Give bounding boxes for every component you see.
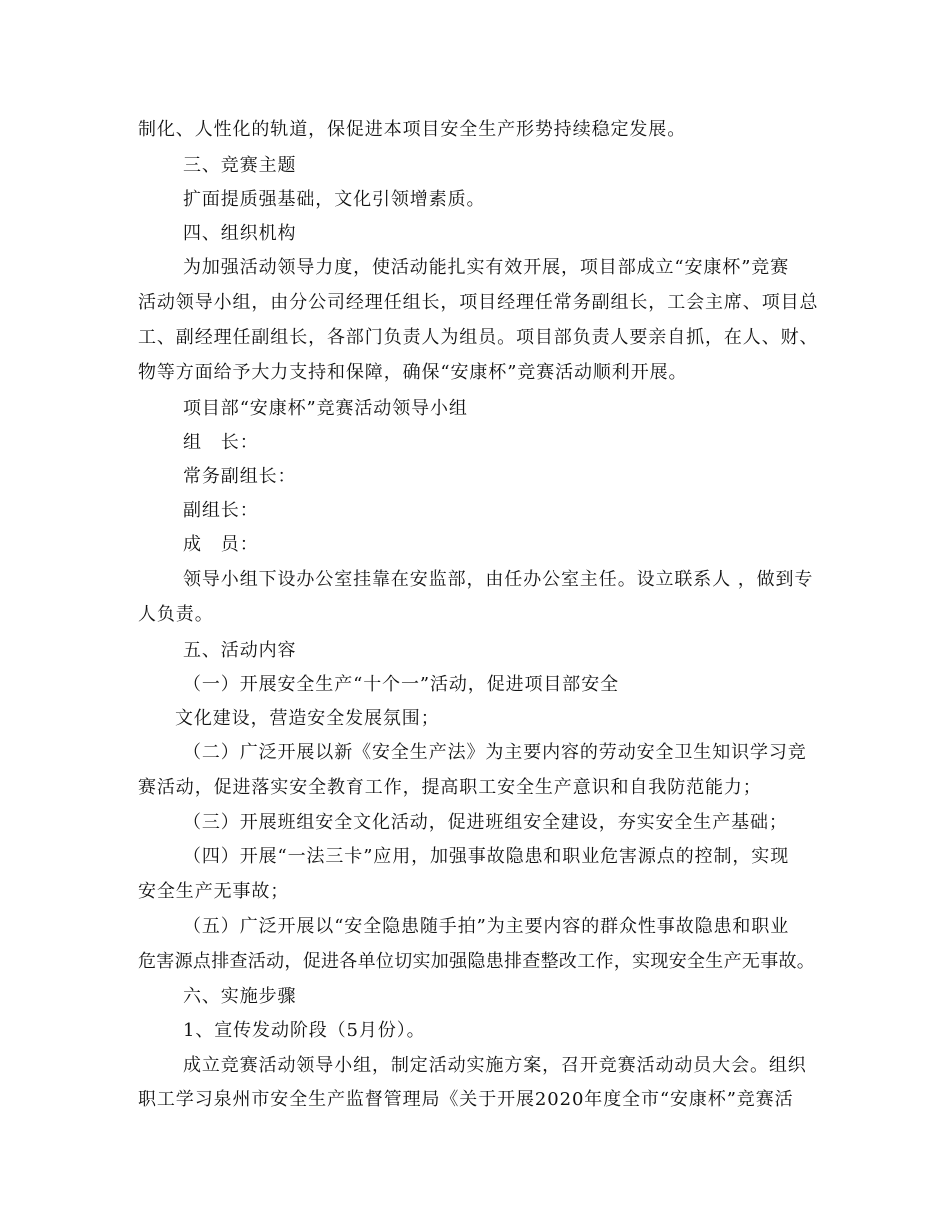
text-line: 成 员：	[183, 534, 259, 555]
text-line: 职工学习泉州市安全生产监督管理局《关于开展2020年度全市“安康杯”竞赛活	[138, 1089, 794, 1110]
section-heading: 五、活动内容	[183, 640, 297, 661]
section-heading: 三、竞赛主题	[183, 155, 297, 176]
text-line: （五）广泛开展以“安全隐患随手拍”为主要内容的群众性事故隐患和职业	[183, 916, 790, 937]
text-line: 工、副经理任副组长，各部门负责人为组员。项目部负责人要亲自抓，在人、财、	[138, 327, 819, 348]
text-line: （三）开展班组安全文化活动，促进班组安全建设，夯实安全生产基础；	[183, 812, 788, 833]
text-line: 1、宣传发动阶段（5月份）。	[183, 1020, 426, 1041]
text-line: 文化建设，营造安全发展氛围；	[175, 708, 440, 729]
text-line: 人负责。	[138, 604, 214, 625]
text-line: 制化、人性化的轨道，保促进本项目安全生产形势持续稳定发展。	[138, 119, 687, 140]
text-line: （一）开展安全生产“十个一”活动，促进项目部安全	[183, 674, 620, 695]
text-line: 物等方面给予大力支持和保障，确保“安康杯”竞赛活动顺利开展。	[138, 362, 688, 383]
text-line: 成立竞赛活动领导小组，制定活动实施方案，召开竞赛活动动员大会。组织	[183, 1055, 807, 1076]
text-line: 副组长：	[183, 500, 259, 521]
text-line: 为加强活动领导力度，使活动能扎实有效开展，项目部成立“安康杯”竞赛	[183, 257, 790, 278]
text-line: 领导小组下设办公室挂靠在安监部，由任办公室主任。设立联系人 ，做到专	[183, 569, 814, 590]
text-line: 活动领导小组，由分公司经理任组长，项目经理任常务副组长，工会主席、项目总	[138, 292, 819, 313]
text-line: （二）广泛开展以新《安全生产法》为主要内容的劳动安全卫生知识学习竞	[183, 742, 807, 763]
text-line: 常务副组长：	[183, 466, 297, 487]
section-heading: 六、实施步骤	[183, 986, 297, 1007]
text-line: 组 长：	[183, 432, 259, 453]
text-line: 项目部“安康杯”竞赛活动领导小组	[183, 398, 468, 419]
text-line: （四）开展“一法三卡”应用，加强事故隐患和职业危害源点的控制，实现	[183, 846, 790, 867]
text-line: 危害源点排查活动，促进各单位切实加强隐患排查整改工作，实现安全生产无事故。	[138, 951, 816, 972]
text-line: 安全生产无事故；	[138, 881, 290, 902]
text-line: 扩面提质强基础，文化引领增素质。	[183, 189, 486, 210]
section-heading: 四、组织机构	[183, 223, 297, 244]
text-line: 赛活动，促进落实安全教育工作，提高职工安全生产意识和自我防范能力；	[138, 777, 762, 798]
